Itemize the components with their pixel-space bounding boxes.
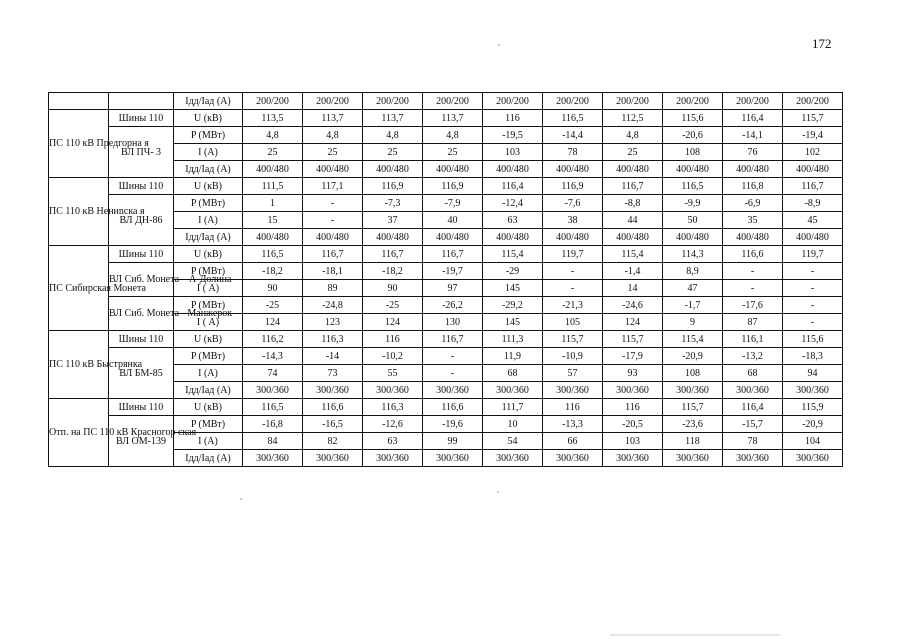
value-cell: -17,9 — [603, 348, 663, 365]
table-row — [49, 348, 843, 365]
value-cell: 300/360 — [303, 382, 363, 399]
value-cell: 118 — [663, 433, 723, 450]
header-blank — [49, 93, 109, 110]
value-cell: 116,9 — [423, 178, 483, 195]
value-cell: 4,8 — [363, 127, 423, 144]
value-cell: 300/360 — [243, 450, 303, 467]
element-cell: ВЛ БМ-85 — [109, 348, 174, 399]
value-cell: -15,7 — [723, 416, 783, 433]
value-cell: 113,7 — [423, 110, 483, 127]
value-cell: 74 — [243, 365, 303, 382]
value-cell: 116,5 — [663, 178, 723, 195]
value-cell: 300/360 — [483, 382, 543, 399]
value-cell: 4,8 — [243, 127, 303, 144]
value-cell: 116,6 — [303, 399, 363, 416]
value-cell: -18,3 — [783, 348, 843, 365]
value-cell: 115,6 — [783, 331, 843, 348]
value-cell: 116,7 — [783, 178, 843, 195]
value-cell: -20,5 — [603, 416, 663, 433]
value-cell: - — [723, 263, 783, 280]
value-cell: 90 — [363, 280, 423, 297]
value-cell: 400/480 — [663, 229, 723, 246]
value-cell: 300/360 — [363, 450, 423, 467]
value-cell: 300/360 — [663, 382, 723, 399]
value-cell: -26,2 — [423, 297, 483, 314]
param-cell: Iдд/Iад (А) — [174, 93, 243, 110]
value-cell: -16,5 — [303, 416, 363, 433]
value-cell: 400/480 — [723, 229, 783, 246]
value-cell: 68 — [723, 365, 783, 382]
value-cell: 300/360 — [783, 450, 843, 467]
value-cell: 84 — [243, 433, 303, 450]
value-cell: 400/480 — [243, 161, 303, 178]
value-cell: 116,9 — [363, 178, 423, 195]
value-cell: 300/360 — [543, 382, 603, 399]
value-cell: 113,5 — [243, 110, 303, 127]
value-cell: 1 — [243, 195, 303, 212]
value-cell: -20,9 — [663, 348, 723, 365]
value-cell: -14,3 — [243, 348, 303, 365]
param-cell: U (кВ) — [174, 246, 243, 263]
value-cell: 400/480 — [543, 229, 603, 246]
value-cell: -29 — [483, 263, 543, 280]
value-cell: 119,7 — [543, 246, 603, 263]
value-cell: 400/480 — [483, 161, 543, 178]
table-row — [49, 297, 843, 314]
value-cell: 38 — [543, 212, 603, 229]
value-cell: 200/200 — [483, 93, 543, 110]
value-cell: 300/360 — [243, 382, 303, 399]
value-cell: 103 — [603, 433, 663, 450]
param-cell: P (МВт) — [174, 263, 243, 280]
element-cell: ВЛ Сиб. Монета – А-Долина — [109, 263, 174, 297]
value-cell: 124 — [363, 314, 423, 331]
value-cell: 400/480 — [483, 229, 543, 246]
value-cell: 124 — [243, 314, 303, 331]
value-cell: 11,9 — [483, 348, 543, 365]
param-cell: Iдд/Iад (А) — [174, 229, 243, 246]
element-cell: ВЛ ОМ-139 — [109, 416, 174, 467]
value-cell: 300/360 — [603, 450, 663, 467]
value-cell: -19,4 — [783, 127, 843, 144]
value-cell: 90 — [243, 280, 303, 297]
substation-cell: Отп. на ПС 110 кВ Красногор ская — [49, 399, 109, 467]
value-cell: 116,4 — [483, 178, 543, 195]
value-cell: 116,7 — [423, 331, 483, 348]
value-cell: -10,9 — [543, 348, 603, 365]
value-cell: 117,1 — [303, 178, 363, 195]
value-cell: -13,2 — [723, 348, 783, 365]
value-cell: - — [543, 280, 603, 297]
value-cell: 115,7 — [663, 399, 723, 416]
table-row — [49, 246, 843, 263]
value-cell: 50 — [663, 212, 723, 229]
param-cell: Iдд/Iад (А) — [174, 161, 243, 178]
value-cell: 400/480 — [363, 229, 423, 246]
value-cell: 35 — [723, 212, 783, 229]
value-cell: -8,9 — [783, 195, 843, 212]
value-cell: 44 — [603, 212, 663, 229]
value-cell: 8,9 — [663, 263, 723, 280]
element-cell: ВЛ ДН-86 — [109, 195, 174, 246]
value-cell: -24,8 — [303, 297, 363, 314]
value-cell: 115,7 — [783, 110, 843, 127]
value-cell: -1,4 — [603, 263, 663, 280]
value-cell: -16,8 — [243, 416, 303, 433]
param-cell: I (А) — [174, 212, 243, 229]
value-cell: 82 — [303, 433, 363, 450]
value-cell: -8,8 — [603, 195, 663, 212]
value-cell: 200/200 — [363, 93, 423, 110]
value-cell: 200/200 — [543, 93, 603, 110]
value-cell: 116,7 — [423, 246, 483, 263]
value-cell: -14,1 — [723, 127, 783, 144]
value-cell: 115,6 — [663, 110, 723, 127]
value-cell: -20,9 — [783, 416, 843, 433]
value-cell: 115,9 — [783, 399, 843, 416]
value-cell: 124 — [603, 314, 663, 331]
value-cell: - — [303, 195, 363, 212]
scan-edge-line — [610, 634, 780, 636]
value-cell: 145 — [483, 314, 543, 331]
element-cell: ВЛ Сиб. Монета - Манжерок — [109, 297, 174, 331]
value-cell: - — [783, 297, 843, 314]
value-cell: -25 — [363, 297, 423, 314]
param-cell: I (А) — [174, 144, 243, 161]
value-cell: 400/480 — [243, 229, 303, 246]
value-cell: 57 — [543, 365, 603, 382]
value-cell: 300/360 — [483, 450, 543, 467]
value-cell: 105 — [543, 314, 603, 331]
value-cell: 25 — [363, 144, 423, 161]
value-cell: 116,7 — [303, 246, 363, 263]
param-cell: P (МВт) — [174, 195, 243, 212]
value-cell: -20,6 — [663, 127, 723, 144]
value-cell: - — [783, 263, 843, 280]
value-cell: - — [303, 212, 363, 229]
value-cell: 116,4 — [723, 399, 783, 416]
param-cell: I (А) — [174, 433, 243, 450]
value-cell: 89 — [303, 280, 363, 297]
value-cell: 145 — [483, 280, 543, 297]
substation-cell: ПС 110 кВ Нениnска я — [49, 178, 109, 246]
value-cell: 115,4 — [483, 246, 543, 263]
value-cell: - — [423, 348, 483, 365]
value-cell: 400/480 — [423, 161, 483, 178]
value-cell: 104 — [783, 433, 843, 450]
table-row — [49, 178, 843, 195]
value-cell: 40 — [423, 212, 483, 229]
value-cell: 78 — [723, 433, 783, 450]
element-cell: Шины 110 — [109, 246, 174, 263]
value-cell: 25 — [303, 144, 363, 161]
substation-cell: ПС 110 кВ Предгорна я — [49, 110, 109, 178]
value-cell: 400/480 — [303, 161, 363, 178]
value-cell: -23,6 — [663, 416, 723, 433]
value-cell: 119,7 — [783, 246, 843, 263]
value-cell: 300/360 — [423, 450, 483, 467]
value-cell: -29,2 — [483, 297, 543, 314]
value-cell: -19,6 — [423, 416, 483, 433]
value-cell: 94 — [783, 365, 843, 382]
element-cell: ВЛ ПЧ- 3 — [109, 127, 174, 178]
value-cell: 116,3 — [303, 331, 363, 348]
value-cell: 108 — [663, 144, 723, 161]
value-cell: 130 — [423, 314, 483, 331]
value-cell: -10,2 — [363, 348, 423, 365]
param-cell: U (кВ) — [174, 110, 243, 127]
value-cell: 87 — [723, 314, 783, 331]
value-cell: 400/480 — [363, 161, 423, 178]
value-cell: -9,9 — [663, 195, 723, 212]
value-cell: 300/360 — [363, 382, 423, 399]
param-cell: U (кВ) — [174, 178, 243, 195]
value-cell: 200/200 — [243, 93, 303, 110]
value-cell: -19,5 — [483, 127, 543, 144]
value-cell: 63 — [483, 212, 543, 229]
value-cell: 116,6 — [423, 399, 483, 416]
value-cell: 115,4 — [603, 246, 663, 263]
scan-speck — [498, 44, 500, 46]
value-cell: -14 — [303, 348, 363, 365]
value-cell: - — [783, 314, 843, 331]
value-cell: 4,8 — [603, 127, 663, 144]
value-cell: -7,9 — [423, 195, 483, 212]
param-cell: P (МВт) — [174, 348, 243, 365]
value-cell: - — [723, 280, 783, 297]
value-cell: 116,4 — [723, 110, 783, 127]
element-cell: Шины 110 — [109, 331, 174, 348]
param-cell: Iдд/Iад (А) — [174, 382, 243, 399]
value-cell: 400/480 — [783, 229, 843, 246]
value-cell: 47 — [663, 280, 723, 297]
param-cell: P (МВт) — [174, 127, 243, 144]
value-cell: 200/200 — [723, 93, 783, 110]
value-cell: 111,3 — [483, 331, 543, 348]
table-row — [49, 110, 843, 127]
value-cell: 400/480 — [783, 161, 843, 178]
value-cell: 116,5 — [543, 110, 603, 127]
value-cell: 115,7 — [603, 331, 663, 348]
table-row — [49, 195, 843, 212]
value-cell: 66 — [543, 433, 603, 450]
value-cell: -6,9 — [723, 195, 783, 212]
param-cell: Iдд/Iад (А) — [174, 450, 243, 467]
value-cell: 102 — [783, 144, 843, 161]
value-cell: 63 — [363, 433, 423, 450]
value-cell: -18,2 — [243, 263, 303, 280]
table-row — [49, 399, 843, 416]
value-cell: 25 — [603, 144, 663, 161]
value-cell: -12,4 — [483, 195, 543, 212]
value-cell: 97 — [423, 280, 483, 297]
value-cell: -13,3 — [543, 416, 603, 433]
value-cell: -1,7 — [663, 297, 723, 314]
load-flow-table — [48, 92, 843, 467]
value-cell: 116 — [483, 110, 543, 127]
value-cell: 300/360 — [783, 382, 843, 399]
value-cell: 14 — [603, 280, 663, 297]
value-cell: 55 — [363, 365, 423, 382]
value-cell: 113,7 — [303, 110, 363, 127]
value-cell: -12,6 — [363, 416, 423, 433]
value-cell: -21,3 — [543, 297, 603, 314]
value-cell: -18,1 — [303, 263, 363, 280]
value-cell: 111,5 — [243, 178, 303, 195]
value-cell: 113,7 — [363, 110, 423, 127]
param-cell: P (МВт) — [174, 416, 243, 433]
value-cell: 300/360 — [723, 382, 783, 399]
table-row — [49, 331, 843, 348]
value-cell: 400/480 — [603, 161, 663, 178]
value-cell: 116,2 — [243, 331, 303, 348]
value-cell: 68 — [483, 365, 543, 382]
value-cell: 25 — [243, 144, 303, 161]
value-cell: 300/360 — [663, 450, 723, 467]
value-cell: 116,8 — [723, 178, 783, 195]
value-cell: 78 — [543, 144, 603, 161]
value-cell: 116,7 — [363, 246, 423, 263]
substation-cell: ПС 110 кВ Быстрянка — [49, 331, 109, 399]
value-cell: 300/360 — [543, 450, 603, 467]
value-cell: 116,7 — [603, 178, 663, 195]
value-cell: 400/480 — [603, 229, 663, 246]
value-cell: 76 — [723, 144, 783, 161]
value-cell: - — [543, 263, 603, 280]
value-cell: 116 — [543, 399, 603, 416]
value-cell: 73 — [303, 365, 363, 382]
table-row — [49, 127, 843, 144]
value-cell: 54 — [483, 433, 543, 450]
param-cell: U (кВ) — [174, 399, 243, 416]
value-cell: 123 — [303, 314, 363, 331]
value-cell: 114,3 — [663, 246, 723, 263]
value-cell: -18,2 — [363, 263, 423, 280]
value-cell: -14,4 — [543, 127, 603, 144]
value-cell: 300/360 — [723, 450, 783, 467]
param-cell: I (А) — [174, 365, 243, 382]
param-cell: U (кВ) — [174, 331, 243, 348]
value-cell: 37 — [363, 212, 423, 229]
scan-speck — [240, 498, 242, 500]
value-cell: 300/360 — [423, 382, 483, 399]
param-cell: I ( А) — [174, 280, 243, 297]
value-cell: 112,5 — [603, 110, 663, 127]
value-cell: 116,3 — [363, 399, 423, 416]
value-cell: 115,4 — [663, 331, 723, 348]
substation-cell: ПС Сибирская Монета — [49, 246, 109, 331]
value-cell: 400/480 — [723, 161, 783, 178]
value-cell: 45 — [783, 212, 843, 229]
param-cell: I ( А) — [174, 314, 243, 331]
table-row — [49, 263, 843, 280]
element-cell: Шины 110 — [109, 110, 174, 127]
value-cell: -19,7 — [423, 263, 483, 280]
param-cell: P (МВт) — [174, 297, 243, 314]
value-cell: 116,5 — [243, 246, 303, 263]
value-cell: 116 — [603, 399, 663, 416]
value-cell: 200/200 — [303, 93, 363, 110]
value-cell: 116,6 — [723, 246, 783, 263]
value-cell: 103 — [483, 144, 543, 161]
value-cell: 116,1 — [723, 331, 783, 348]
header-row — [49, 93, 843, 110]
value-cell: 400/480 — [663, 161, 723, 178]
value-cell: 4,8 — [423, 127, 483, 144]
value-cell: 4,8 — [303, 127, 363, 144]
value-cell: 116,9 — [543, 178, 603, 195]
element-cell: Шины 110 — [109, 178, 174, 195]
header-blank — [109, 93, 174, 110]
value-cell: - — [423, 365, 483, 382]
value-cell: 25 — [423, 144, 483, 161]
value-cell: 111,7 — [483, 399, 543, 416]
value-cell: -24,6 — [603, 297, 663, 314]
value-cell: 115,7 — [543, 331, 603, 348]
value-cell: -17,6 — [723, 297, 783, 314]
value-cell: 200/200 — [783, 93, 843, 110]
value-cell: 300/360 — [303, 450, 363, 467]
value-cell: - — [783, 280, 843, 297]
value-cell: 93 — [603, 365, 663, 382]
value-cell: 116 — [363, 331, 423, 348]
value-cell: 200/200 — [663, 93, 723, 110]
value-cell: -25 — [243, 297, 303, 314]
value-cell: 99 — [423, 433, 483, 450]
value-cell: 200/200 — [423, 93, 483, 110]
value-cell: 10 — [483, 416, 543, 433]
value-cell: 400/480 — [303, 229, 363, 246]
value-cell: 400/480 — [543, 161, 603, 178]
page-number: 172 — [812, 36, 832, 51]
scan-speck — [497, 491, 499, 493]
element-cell: Шины 110 — [109, 399, 174, 416]
value-cell: 9 — [663, 314, 723, 331]
value-cell: 400/480 — [423, 229, 483, 246]
value-cell: 108 — [663, 365, 723, 382]
value-cell: 200/200 — [603, 93, 663, 110]
value-cell: 300/360 — [603, 382, 663, 399]
value-cell: -7,3 — [363, 195, 423, 212]
value-cell: -7,6 — [543, 195, 603, 212]
value-cell: 116,5 — [243, 399, 303, 416]
value-cell: 15 — [243, 212, 303, 229]
